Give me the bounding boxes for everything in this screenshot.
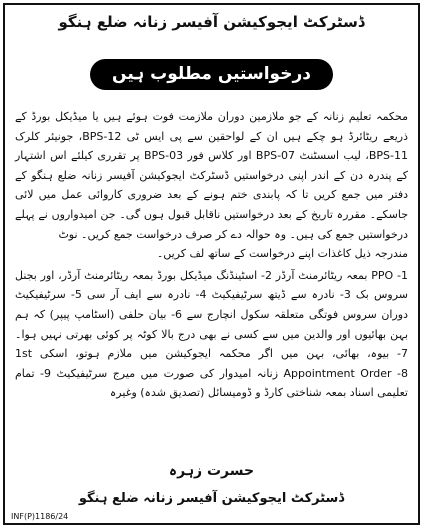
documents-intro: مندرجہ ذیل کاغذات اپنے درخواست کے ساتھ لف کریں۔ xyxy=(156,247,408,261)
advertisement-body xyxy=(15,107,408,403)
documents-list: 1- PPO بمعہ ریٹائرمنٹ آرڈر 2- اسٹینڈنگ میڈیکل بورڈ بمعہ ریٹائرمنٹ آرڈر، اور بجنل سروس بک 3- نادرہ سے ڈیتھ سرٹیفیکیٹ 4- نادرہ سے ایف آر سی 5- سرٹیفیکیٹ دوران سروس فوتگی متعلقہ سکول انچارج سے 6- بیان حلفی (اسٹامپ پیپر) کہ ہم بہن بھائیوں اور والدین میں سے کسی نے بھی درج بالا کوٹہ پر کوئی بھرتی نہیں ہوا۔ 7- بیوہ، بھائی، بہن میں اگر محکمہ ایجوکیشن میں ملازم ہوتو، اسکی 1st Appointment Order -8 زنانہ امیدوار کی صورت میں میرج سرٹیفیکیٹ 9- تمام تعلیمی اسناد بمعہ شناختی کارڈ و ڈومیسائل (تصدیق شدہ) وغیرہ xyxy=(15,268,409,400)
reference-number: INF(P)1186/24 xyxy=(11,512,69,521)
applications-wanted-banner: درخواستیں مطلوب ہیں xyxy=(90,59,333,90)
office-header: ڈسٹرکٹ ایجوکیشن آفیسر زنانہ ضلع ہنگو xyxy=(58,13,365,31)
advertisement-frame xyxy=(3,3,420,525)
signatory-name: حسرت زہرہ xyxy=(168,463,255,479)
main-paragraph: محکمہ تعلیم زنانہ کے جو ملازمین دوران ملازمت فوت ہوئے ہیں یا میڈیکل بورڈ کے ذریعے ریٹائرڈ ہو چکے ہیں ان کے لواحقین سے پی ایس ٹی BPS-12، جونیئر کلرک BPS-11، لیب اسسٹنٹ BPS-07 اور کلاس فور BPS-03 پر تقرری کیلئے اس اشتہار کے پندرہ دن کے اندر اپنی درخواستیں ڈسٹرکٹ ایجوکیشن آفیسر زنانہ ضلع ہنگو کے دفتر میں جمع کریں تا کہ پابندی ختم ہونے کے بعد ضروری کاروائی عمل میں لائی جاسکے۔ مقررہ تاریخ کے بعد درخواستیں ناقابل قبول ہوں گی۔ جن امیدواروں نے پہلے درخواستیں جمع کی ہیں۔ وہ حوالہ دے کر صرف درخواست جمع کریں۔ نوٹ xyxy=(15,110,408,241)
signatory-office: ڈسٹرکٹ ایجوکیشن آفیسر زنانہ ضلع ہنگو xyxy=(78,491,345,506)
banner-container xyxy=(5,59,418,90)
